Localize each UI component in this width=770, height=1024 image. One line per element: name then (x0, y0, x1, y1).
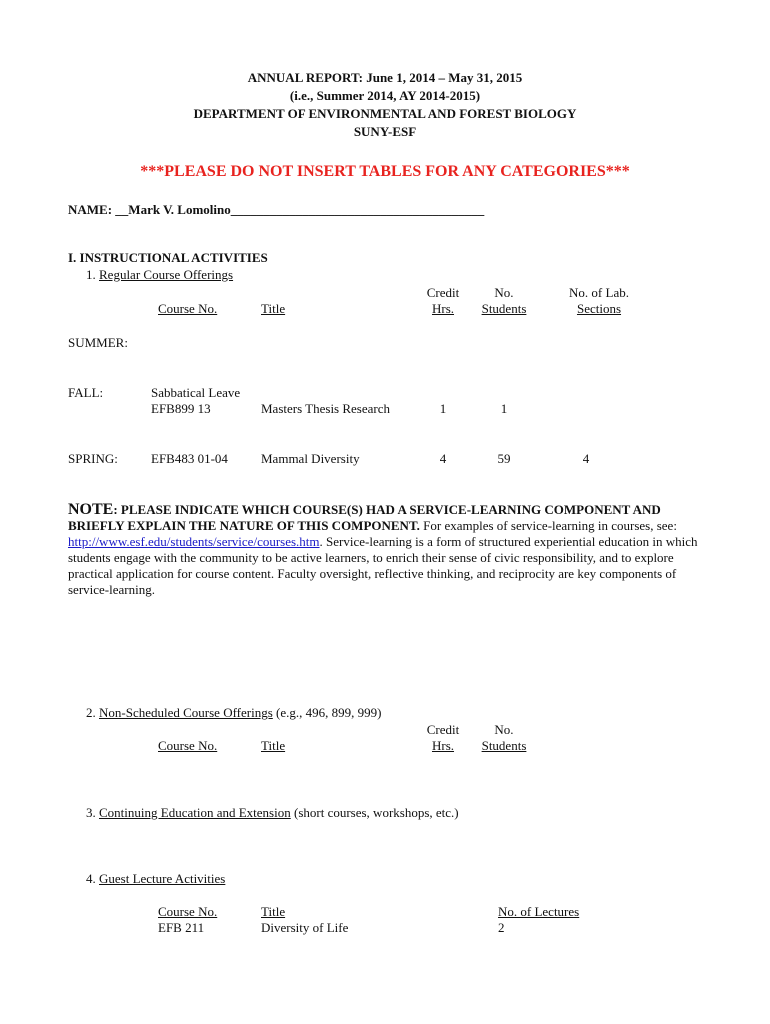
guest-col-title: Title (261, 904, 286, 919)
subsection-1-number: 1. (86, 267, 96, 282)
institution-name: SUNY-ESF (353, 124, 417, 139)
subsection-2-number: 2. (86, 705, 96, 720)
note-text-1: For examples of service-learning in courses, see: (419, 518, 677, 533)
summer-label: SUMMER: (68, 335, 128, 350)
warning-banner: ***PLEASE DO NOT INSERT TABLES FOR ANY CATEGORIES*** (140, 163, 630, 180)
note-text-2: . Service-learning is a form of structured experiential education in which students engage with the community to be active learners, to enrich their sense of civic responsibility, and to explore practical application for course content. Faculty oversight, reflective thinking, and reciprocity are key components of service-learning. (68, 534, 698, 597)
note-lead: NOTE (68, 501, 114, 518)
guest-row-course-no: EFB 211 (158, 920, 205, 935)
fall-students: 1 (500, 401, 508, 416)
fall-course-no: EFB899 13 (151, 401, 211, 416)
col-lab: No. of Lab. (569, 285, 629, 300)
subsection-2-title: Non-Scheduled Course Offerings (99, 705, 273, 720)
fall-course-title: Masters Thesis Research (261, 401, 391, 416)
spring-credit: 4 (439, 451, 447, 466)
subsection-3-number: 3. (86, 805, 96, 820)
subsection-3-title: Continuing Education and Extension (99, 805, 291, 820)
spring-label: SPRING: (68, 451, 118, 466)
nonsched-col-course-no: Course No. (158, 738, 218, 753)
department-name: DEPARTMENT OF ENVIRONMENTAL AND FOREST BIOLOGY (193, 106, 577, 121)
name-line: NAME: __Mark V. Lomolino_______________________________________ (68, 202, 485, 217)
spring-students: 59 (497, 451, 511, 466)
nonsched-col-credit: Credit (426, 722, 460, 737)
col-title: Title (261, 301, 286, 316)
subsection-4-title: Guest Lecture Activities (99, 871, 226, 886)
note-bold-text: : PLEASE INDICATE WHICH COURSE(S) HAD A SERVICE-LEARNING COMPONENT AND BRIEFLY EXPLAIN THE NATURE OF THIS COMPONENT. (68, 502, 661, 533)
subsection-3-suffix: (short courses, workshops, etc.) (290, 805, 459, 820)
col-hrs: Hrs. (431, 301, 455, 316)
subsection-2 (86, 705, 381, 721)
col-no: No. (494, 285, 514, 300)
report-title: ANNUAL REPORT: June 1, 2014 – May 31, 2015 (247, 70, 523, 85)
col-course-no: Course No. (158, 301, 218, 316)
service-courses-link[interactable]: http://www.esf.edu/students/service/courses.htm (68, 534, 320, 549)
guest-col-lectures: No. of Lectures (498, 904, 580, 919)
subsection-4-number: 4. (86, 871, 96, 886)
section-heading-instructional: I. INSTRUCTIONAL ACTIVITIES (68, 250, 268, 265)
subsection-3 (86, 805, 459, 821)
spring-course-title: Mammal Diversity (261, 451, 360, 466)
nonsched-col-hrs: Hrs. (431, 738, 455, 753)
service-learning-note (68, 502, 718, 598)
subsection-2-suffix: (e.g., 496, 899, 999) (272, 705, 382, 720)
guest-row-lectures: 2 (498, 920, 505, 935)
report-period: (i.e., Summer 2014, AY 2014-2015) (289, 88, 481, 103)
subsection-1-title: Regular Course Offerings (99, 267, 234, 282)
fall-note: Sabbatical Leave (151, 385, 241, 400)
fall-label: FALL: (68, 385, 104, 400)
guest-col-course-no: Course No. (158, 904, 218, 919)
nonsched-col-students: Students (481, 738, 527, 753)
col-students: Students (481, 301, 527, 316)
fall-credit: 1 (439, 401, 447, 416)
col-credit: Credit (426, 285, 460, 300)
subsection-1 (86, 267, 233, 283)
nonsched-col-no: No. (494, 722, 514, 737)
spring-lab-sections: 4 (582, 451, 590, 466)
nonsched-col-title: Title (261, 738, 286, 753)
guest-row-title: Diversity of Life (261, 920, 349, 935)
spring-course-no: EFB483 01-04 (151, 451, 228, 466)
subsection-4 (86, 871, 225, 887)
col-lab-sections: Sections (576, 301, 622, 316)
